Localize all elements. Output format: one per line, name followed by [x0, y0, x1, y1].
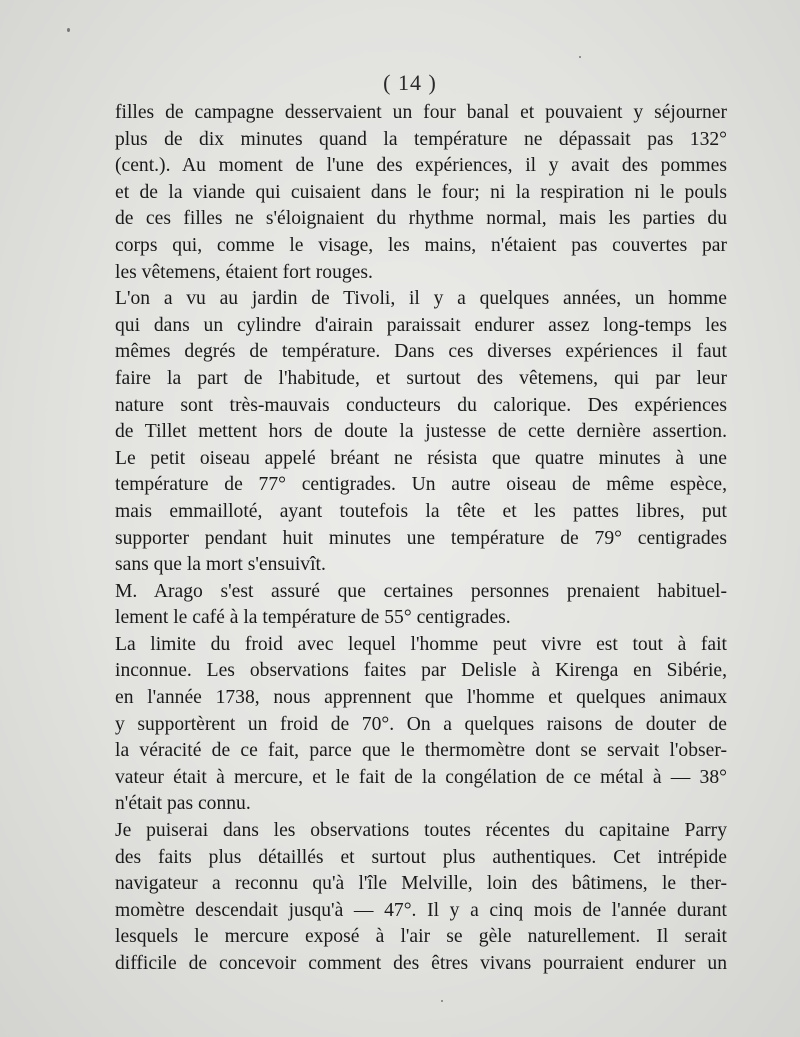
text-line: Je puiserai dans les observations toutes récentes du capitaine Parry [115, 820, 727, 842]
text-line: qui dans un cylindre d'airain paraissait endurer assez long-temps les [115, 314, 727, 336]
text-line: (cent.). Au moment de l'une des expériences, il y avait des pommes [115, 155, 727, 177]
text-line: et de la viande qui cuisaient dans le four; ni la respiration ni le pouls [115, 181, 727, 203]
text-line: faire la part de l'habitude, et surtout des vêtemens, qui par leur [115, 367, 727, 389]
text-line: de Tillet mettent hors de doute la justesse de cette dernière assertion. [115, 421, 727, 443]
text-line: sans que la mort s'ensuivît. [115, 554, 326, 576]
text-line: n'était pas connu. [115, 793, 251, 815]
text-line: mêmes degrés de température. Dans ces diverses expériences il faut [115, 341, 727, 363]
paper-speck [579, 56, 581, 58]
body-text [115, 100, 727, 978]
text-line: en l'année 1738, nous apprennent que l'homme et quelques animaux [115, 687, 727, 709]
paper-speck [67, 28, 70, 32]
page-number: ( 14 ) [383, 70, 437, 95]
text-line: les vêtemens, étaient fort rouges. [115, 261, 373, 283]
text-line: supporter pendant huit minutes une température de 79° centigrades [115, 527, 727, 549]
text-line: navigateur a reconnu qu'à l'île Melville, loin des bâtimens, le ther- [115, 873, 727, 895]
text-line: M. Arago s'est assuré que certaines personnes prenaient habituel- [115, 580, 727, 602]
text-line: y supportèrent un froid de 70°. On a quelques raisons de douter de [115, 713, 727, 735]
text-line: Le petit oiseau appelé bréant ne résista que quatre minutes à une [115, 447, 727, 469]
text-line: des faits plus détaillés et surtout plus authentiques. Cet intrépide [115, 846, 727, 868]
paper-speck [441, 1000, 443, 1002]
text-line: de ces filles ne s'éloignaient du rhythme normal, mais les parties du [115, 208, 727, 230]
text-line: lesquels le mercure exposé à l'air se gèle naturellement. Il serait [115, 926, 727, 948]
text-line: difficile de concevoir comment des êtres vivans pourraient endurer un [115, 953, 727, 974]
text-line: lement le café à la température de 55° centigrades. [115, 607, 511, 629]
text-line: température de 77° centigrades. Un autre oiseau de même espèce, [115, 474, 727, 496]
text-line: plus de dix minutes quand la température ne dépassait pas 132° [115, 128, 727, 150]
text-line: mais emmailloté, ayant toutefois la tête et les pattes libres, put [115, 500, 727, 522]
text-line: la véracité de ce fait, parce que le thermomètre dont se servait l'obser- [115, 740, 727, 762]
text-line: filles de campagne desservaient un four banal et pouvaient y séjourner [115, 102, 727, 123]
text-line: nature sont très-mauvais conducteurs du calorique. Des expériences [115, 394, 727, 416]
text-line: La limite du froid avec lequel l'homme peut vivre est tout à fait [115, 633, 727, 655]
text-line: L'on a vu au jardin de Tivoli, il y a quelques années, un homme [115, 288, 727, 310]
text-line: vateur était à mercure, et le fait de la congélation de ce métal à — 38° [115, 766, 727, 788]
text-line: momètre descendait jusqu'à — 47°. Il y a cinq mois de l'année durant [115, 899, 727, 921]
text-line: corps qui, comme le visage, les mains, n'étaient pas couvertes par [115, 234, 727, 256]
text-line: inconnue. Les observations faites par Delisle à Kirenga en Sibérie, [115, 660, 727, 682]
